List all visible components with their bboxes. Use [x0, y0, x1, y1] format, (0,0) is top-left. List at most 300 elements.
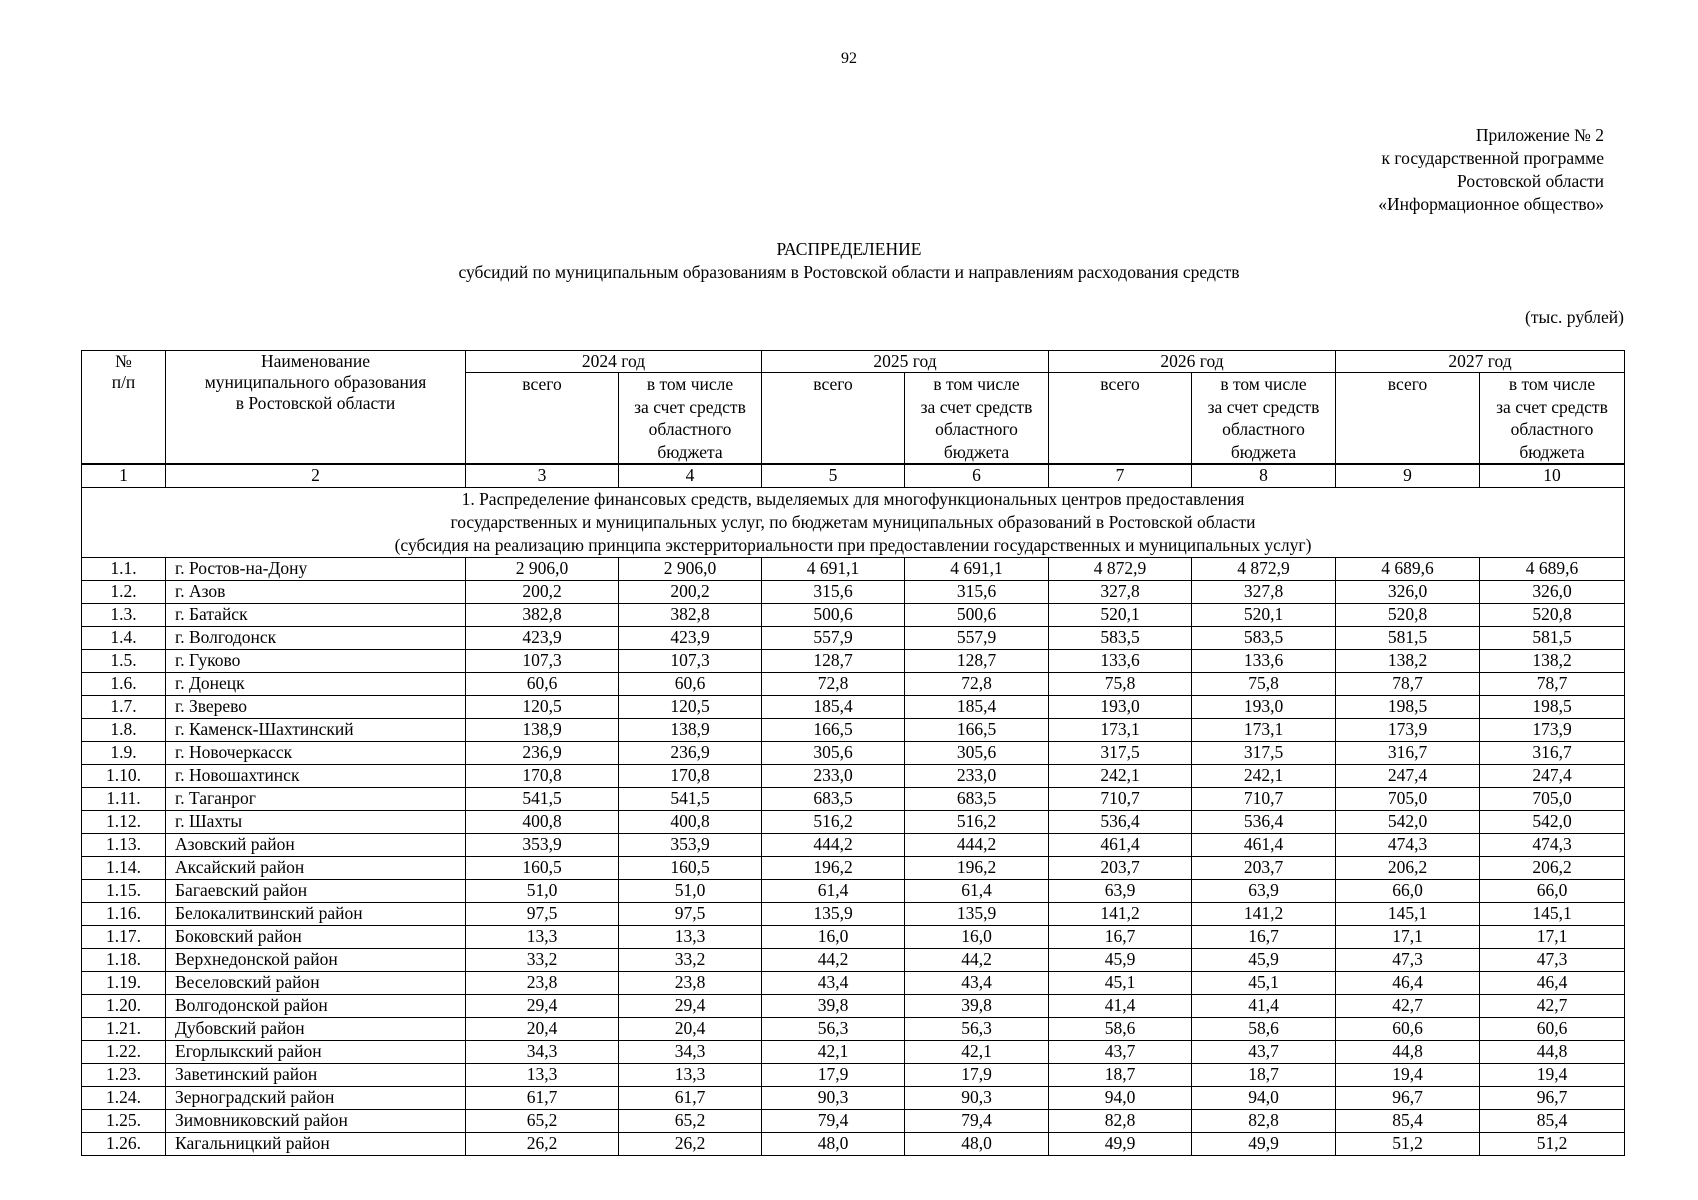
value-cell: 34,3 — [619, 1041, 762, 1064]
value-cell: 13,3 — [466, 1064, 619, 1087]
value-cell: 63,9 — [1049, 880, 1192, 903]
value-cell: 43,4 — [905, 972, 1049, 995]
row-number: 1.19. — [82, 972, 166, 995]
row-number: 1.18. — [82, 949, 166, 972]
row-number: 1.22. — [82, 1041, 166, 1064]
column-number: 2 — [166, 464, 466, 488]
value-cell: 193,0 — [1049, 696, 1192, 719]
table-row — [82, 765, 1625, 788]
value-cell: 536,4 — [1192, 811, 1336, 834]
row-number: 1.7. — [82, 696, 166, 719]
value-cell: 200,2 — [466, 581, 619, 604]
value-cell: 26,2 — [619, 1133, 762, 1156]
value-cell: 79,4 — [762, 1110, 905, 1133]
value-cell: 17,1 — [1480, 926, 1625, 949]
table-row — [82, 903, 1625, 926]
section-row — [82, 488, 1625, 558]
value-cell: 193,0 — [1192, 696, 1336, 719]
table-row — [82, 1041, 1625, 1064]
row-number: 1.24. — [82, 1087, 166, 1110]
value-cell: 65,2 — [466, 1110, 619, 1133]
column-number: 10 — [1480, 464, 1625, 488]
value-cell: 327,8 — [1192, 581, 1336, 604]
value-cell: 48,0 — [905, 1133, 1049, 1156]
value-cell: 247,4 — [1336, 765, 1480, 788]
header-incl-line: в том числе — [1220, 374, 1307, 394]
value-cell: 353,9 — [466, 834, 619, 857]
value-cell: 97,5 — [619, 903, 762, 926]
column-number: 6 — [905, 464, 1049, 488]
municipality-name: г. Шахты — [166, 811, 466, 834]
header-incl-regional — [1192, 373, 1336, 465]
table-row — [82, 1018, 1625, 1041]
column-number: 7 — [1049, 464, 1192, 488]
value-cell: 19,4 — [1336, 1064, 1480, 1087]
column-number: 9 — [1336, 464, 1480, 488]
row-number: 1.8. — [82, 719, 166, 742]
value-cell: 203,7 — [1192, 857, 1336, 880]
header-incl-line: областного — [1222, 419, 1305, 439]
municipality-name: г. Новошахтинск — [166, 765, 466, 788]
value-cell: 46,4 — [1336, 972, 1480, 995]
row-number: 1.21. — [82, 1018, 166, 1041]
value-cell: 305,6 — [762, 742, 905, 765]
row-number: 1.25. — [82, 1110, 166, 1133]
value-cell: 444,2 — [905, 834, 1049, 857]
table-row — [82, 604, 1625, 627]
value-cell: 82,8 — [1049, 1110, 1192, 1133]
value-cell: 400,8 — [466, 811, 619, 834]
value-cell: 236,9 — [619, 742, 762, 765]
row-number: 1.11. — [82, 788, 166, 811]
value-cell: 2 906,0 — [466, 558, 619, 581]
value-cell: 33,2 — [619, 949, 762, 972]
value-cell: 583,5 — [1049, 627, 1192, 650]
value-cell: 138,9 — [619, 719, 762, 742]
row-number: 1.14. — [82, 857, 166, 880]
value-cell: 39,8 — [905, 995, 1049, 1018]
subsidy-table — [81, 350, 1625, 1156]
value-cell: 133,6 — [1192, 650, 1336, 673]
row-number: 1.15. — [82, 880, 166, 903]
value-cell: 520,8 — [1480, 604, 1625, 627]
value-cell: 61,4 — [762, 880, 905, 903]
value-cell: 51,0 — [466, 880, 619, 903]
appendix-line: к государственной программе — [1381, 148, 1604, 168]
table-row — [82, 880, 1625, 903]
row-number: 1.20. — [82, 995, 166, 1018]
column-number-row — [82, 464, 1625, 488]
value-cell: 160,5 — [619, 857, 762, 880]
municipality-name: г. Зверево — [166, 696, 466, 719]
value-cell: 141,2 — [1192, 903, 1336, 926]
value-cell: 78,7 — [1480, 673, 1625, 696]
header-incl-line: бюджета — [943, 441, 1010, 462]
column-number: 4 — [619, 464, 762, 488]
municipality-name: г. Батайск — [166, 604, 466, 627]
value-cell: 58,6 — [1192, 1018, 1336, 1041]
value-cell: 16,0 — [905, 926, 1049, 949]
header-incl-line: за счет средств — [634, 396, 746, 417]
value-cell: 242,1 — [1192, 765, 1336, 788]
municipality-name: Белокалитвинский район — [166, 903, 466, 926]
value-cell: 97,5 — [466, 903, 619, 926]
value-cell: 43,7 — [1192, 1041, 1336, 1064]
value-cell: 58,6 — [1049, 1018, 1192, 1041]
value-cell: 66,0 — [1480, 880, 1625, 903]
header-incl-line: областного — [935, 419, 1018, 439]
value-cell: 423,9 — [466, 627, 619, 650]
value-cell: 49,9 — [1192, 1133, 1336, 1156]
value-cell: 44,2 — [905, 949, 1049, 972]
header-incl-regional — [1480, 373, 1625, 465]
municipality-name: Азовский район — [166, 834, 466, 857]
value-cell: 170,8 — [466, 765, 619, 788]
value-cell: 242,1 — [1049, 765, 1192, 788]
value-cell: 145,1 — [1480, 903, 1625, 926]
section-title — [82, 488, 1625, 558]
value-cell: 20,4 — [619, 1018, 762, 1041]
municipality-name: Веселовский район — [166, 972, 466, 995]
value-cell: 33,2 — [466, 949, 619, 972]
value-cell: 51,2 — [1336, 1133, 1480, 1156]
value-cell: 96,7 — [1336, 1087, 1480, 1110]
value-cell: 39,8 — [762, 995, 905, 1018]
value-cell: 315,6 — [905, 581, 1049, 604]
value-cell: 41,4 — [1049, 995, 1192, 1018]
value-cell: 72,8 — [762, 673, 905, 696]
value-cell: 19,4 — [1480, 1064, 1625, 1087]
column-number: 1 — [82, 464, 166, 488]
value-cell: 536,4 — [1049, 811, 1192, 834]
column-number: 5 — [762, 464, 905, 488]
value-cell: 17,9 — [762, 1064, 905, 1087]
value-cell: 461,4 — [1049, 834, 1192, 857]
appendix-line: «Информационное общество» — [1378, 194, 1604, 214]
value-cell: 474,3 — [1480, 834, 1625, 857]
value-cell: 61,7 — [619, 1087, 762, 1110]
value-cell: 16,7 — [1192, 926, 1336, 949]
value-cell: 90,3 — [762, 1087, 905, 1110]
value-cell: 166,5 — [762, 719, 905, 742]
header-incl-line: за счет средств — [1207, 396, 1320, 417]
header-incl-line: за счет средств — [1496, 396, 1608, 417]
value-cell: 56,3 — [762, 1018, 905, 1041]
value-cell: 520,8 — [1336, 604, 1480, 627]
value-cell: 198,5 — [1336, 696, 1480, 719]
value-cell: 4 689,6 — [1336, 558, 1480, 581]
value-cell: 60,6 — [1336, 1018, 1480, 1041]
value-cell: 581,5 — [1336, 627, 1480, 650]
municipality-name: Зимовниковский район — [166, 1110, 466, 1133]
table-row — [82, 1133, 1625, 1156]
value-cell: 138,2 — [1336, 650, 1480, 673]
value-cell: 60,6 — [619, 673, 762, 696]
municipality-name: Боковский район — [166, 926, 466, 949]
row-number: 1.17. — [82, 926, 166, 949]
table-row — [82, 696, 1625, 719]
value-cell: 82,8 — [1192, 1110, 1336, 1133]
municipality-name: г. Гуково — [166, 650, 466, 673]
value-cell: 196,2 — [905, 857, 1049, 880]
section-title-line: государственных и муниципальных услуг, по бюджетам муниципальных образований в Ростовской области — [450, 512, 1256, 532]
section-title-line: 1. Распределение финансовых средств, выделяемых для многофункциональных центров предоставления — [461, 489, 1245, 509]
column-number: 8 — [1192, 464, 1336, 488]
value-cell: 13,3 — [619, 1064, 762, 1087]
value-cell: 520,1 — [1192, 604, 1336, 627]
value-cell: 45,1 — [1049, 972, 1192, 995]
row-number: 1.6. — [82, 673, 166, 696]
value-cell: 138,9 — [466, 719, 619, 742]
value-cell: 45,9 — [1192, 949, 1336, 972]
value-cell: 18,7 — [1049, 1064, 1192, 1087]
value-cell: 542,0 — [1336, 811, 1480, 834]
value-cell: 18,7 — [1192, 1064, 1336, 1087]
header-total: всего — [1049, 373, 1192, 465]
municipality-name: г. Каменск-Шахтинский — [166, 719, 466, 742]
value-cell: 61,4 — [905, 880, 1049, 903]
value-cell: 42,7 — [1336, 995, 1480, 1018]
row-number: 1.2. — [82, 581, 166, 604]
value-cell: 79,4 — [905, 1110, 1049, 1133]
table-row — [82, 972, 1625, 995]
value-cell: 542,0 — [1480, 811, 1625, 834]
municipality-name: Верхнедонской район — [166, 949, 466, 972]
value-cell: 23,8 — [466, 972, 619, 995]
value-cell: 316,7 — [1336, 742, 1480, 765]
municipality-name: г. Таганрог — [166, 788, 466, 811]
value-cell: 541,5 — [466, 788, 619, 811]
municipality-name: Багаевский район — [166, 880, 466, 903]
header-total: всего — [1336, 373, 1480, 465]
value-cell: 94,0 — [1049, 1087, 1192, 1110]
document-title — [0, 238, 1698, 284]
header-total: всего — [762, 373, 905, 465]
value-cell: 44,2 — [762, 949, 905, 972]
title-subtitle: субсидий по муниципальным образованиям в Ростовской области и направлениям расходования средств — [458, 262, 1240, 282]
value-cell: 107,3 — [466, 650, 619, 673]
municipality-name: г. Волгодонск — [166, 627, 466, 650]
value-cell: 78,7 — [1336, 673, 1480, 696]
value-cell: 683,5 — [762, 788, 905, 811]
value-cell: 16,7 — [1049, 926, 1192, 949]
value-cell: 44,8 — [1336, 1041, 1480, 1064]
header-name — [166, 351, 466, 465]
value-cell: 85,4 — [1336, 1110, 1480, 1133]
value-cell: 683,5 — [905, 788, 1049, 811]
value-cell: 20,4 — [466, 1018, 619, 1041]
value-cell: 316,7 — [1480, 742, 1625, 765]
header-incl-line: бюджета — [1519, 441, 1585, 462]
row-number: 1.13. — [82, 834, 166, 857]
table-row — [82, 1087, 1625, 1110]
value-cell: 47,3 — [1480, 949, 1625, 972]
row-number: 1.16. — [82, 903, 166, 926]
value-cell: 85,4 — [1480, 1110, 1625, 1133]
value-cell: 128,7 — [905, 650, 1049, 673]
value-cell: 461,4 — [1192, 834, 1336, 857]
municipality-name: г. Ростов-на-Дону — [166, 558, 466, 581]
value-cell: 173,9 — [1480, 719, 1625, 742]
table-row — [82, 650, 1625, 673]
units-label: (тыс. рублей) — [1525, 307, 1624, 327]
header-year: 2025 год — [762, 351, 1049, 373]
table-row — [82, 926, 1625, 949]
header-name-line: Наименование — [260, 351, 371, 371]
section-title-line: (субсидия на реализацию принципа экстерриториальности при предоставлении государственных и муниципальных услуг) — [394, 535, 1312, 555]
value-cell: 138,2 — [1480, 650, 1625, 673]
table-row — [82, 949, 1625, 972]
value-cell: 43,7 — [1049, 1041, 1192, 1064]
municipality-name: г. Донецк — [166, 673, 466, 696]
value-cell: 317,5 — [1192, 742, 1336, 765]
value-cell: 41,4 — [1192, 995, 1336, 1018]
row-number: 1.23. — [82, 1064, 166, 1087]
value-cell: 705,0 — [1480, 788, 1625, 811]
value-cell: 233,0 — [905, 765, 1049, 788]
value-cell: 60,6 — [1480, 1018, 1625, 1041]
value-cell: 400,8 — [619, 811, 762, 834]
value-cell: 541,5 — [619, 788, 762, 811]
municipality-name: Дубовский район — [166, 1018, 466, 1041]
table-row — [82, 834, 1625, 857]
value-cell: 185,4 — [762, 696, 905, 719]
value-cell: 42,7 — [1480, 995, 1625, 1018]
municipality-name: Кагальницкий район — [166, 1133, 466, 1156]
municipality-name: Заветинский район — [166, 1064, 466, 1087]
header-incl-line: областного — [648, 419, 732, 439]
value-cell: 51,0 — [619, 880, 762, 903]
value-cell: 305,6 — [905, 742, 1049, 765]
value-cell: 43,4 — [762, 972, 905, 995]
value-cell: 173,9 — [1336, 719, 1480, 742]
table-row — [82, 581, 1625, 604]
value-cell: 56,3 — [905, 1018, 1049, 1041]
value-cell: 247,4 — [1480, 765, 1625, 788]
header-incl-line: бюджета — [1230, 441, 1297, 462]
appendix-block — [1378, 124, 1604, 216]
table-row — [82, 673, 1625, 696]
value-cell: 44,8 — [1480, 1041, 1625, 1064]
value-cell: 90,3 — [905, 1087, 1049, 1110]
header-year: 2026 год — [1049, 351, 1336, 373]
municipality-name: Аксайский район — [166, 857, 466, 880]
page-number: 92 — [841, 50, 857, 67]
value-cell: 500,6 — [762, 604, 905, 627]
value-cell: 51,2 — [1480, 1133, 1625, 1156]
value-cell: 65,2 — [619, 1110, 762, 1133]
value-cell: 170,8 — [619, 765, 762, 788]
value-cell: 206,2 — [1480, 857, 1625, 880]
value-cell: 34,3 — [466, 1041, 619, 1064]
header-incl-line: в том числе — [933, 374, 1020, 394]
value-cell: 96,7 — [1480, 1087, 1625, 1110]
value-cell: 185,4 — [905, 696, 1049, 719]
header-year: 2024 год — [466, 351, 762, 373]
row-number: 1.12. — [82, 811, 166, 834]
header-incl-line: в том числе — [1508, 374, 1596, 394]
value-cell: 557,9 — [905, 627, 1049, 650]
value-cell: 4 872,9 — [1192, 558, 1336, 581]
value-cell: 128,7 — [762, 650, 905, 673]
value-cell: 2 906,0 — [619, 558, 762, 581]
value-cell: 516,2 — [905, 811, 1049, 834]
row-number: 1.4. — [82, 627, 166, 650]
row-number: 1.9. — [82, 742, 166, 765]
header-incl-line: областного — [1510, 419, 1594, 439]
municipality-name: г. Азов — [166, 581, 466, 604]
header-name-line: в Ростовской области — [235, 393, 396, 413]
table-row — [82, 719, 1625, 742]
value-cell: 520,1 — [1049, 604, 1192, 627]
title-main: РАСПРЕДЕЛЕНИЕ — [776, 239, 922, 259]
value-cell: 120,5 — [466, 696, 619, 719]
municipality-name: Зерноградский район — [166, 1087, 466, 1110]
value-cell: 45,9 — [1049, 949, 1192, 972]
value-cell: 13,3 — [619, 926, 762, 949]
value-cell: 4 872,9 — [1049, 558, 1192, 581]
value-cell: 133,6 — [1049, 650, 1192, 673]
value-cell: 63,9 — [1192, 880, 1336, 903]
row-number: 1.1. — [82, 558, 166, 581]
value-cell: 326,0 — [1336, 581, 1480, 604]
value-cell: 61,7 — [466, 1087, 619, 1110]
value-cell: 423,9 — [619, 627, 762, 650]
value-cell: 317,5 — [1049, 742, 1192, 765]
value-cell: 135,9 — [762, 903, 905, 926]
value-cell: 444,2 — [762, 834, 905, 857]
header-name-line: муниципального образования — [204, 372, 427, 392]
value-cell: 145,1 — [1336, 903, 1480, 926]
value-cell: 160,5 — [466, 857, 619, 880]
municipality-name: Егорлыкский район — [166, 1041, 466, 1064]
value-cell: 42,1 — [905, 1041, 1049, 1064]
header-incl-regional — [905, 373, 1049, 465]
value-cell: 42,1 — [762, 1041, 905, 1064]
table-row — [82, 742, 1625, 765]
row-number: 1.5. — [82, 650, 166, 673]
value-cell: 233,0 — [762, 765, 905, 788]
value-cell: 710,7 — [1192, 788, 1336, 811]
value-cell: 120,5 — [619, 696, 762, 719]
value-cell: 4 691,1 — [905, 558, 1049, 581]
value-cell: 173,1 — [1049, 719, 1192, 742]
value-cell: 45,1 — [1192, 972, 1336, 995]
value-cell: 200,2 — [619, 581, 762, 604]
table-row — [82, 995, 1625, 1018]
value-cell: 581,5 — [1480, 627, 1625, 650]
value-cell: 166,5 — [905, 719, 1049, 742]
appendix-line: Приложение № 2 — [1475, 125, 1604, 145]
value-cell: 13,3 — [466, 926, 619, 949]
header-incl-line: бюджета — [657, 441, 723, 462]
value-cell: 94,0 — [1192, 1087, 1336, 1110]
value-cell: 236,9 — [466, 742, 619, 765]
header-num-line: п/п — [111, 372, 136, 392]
value-cell: 16,0 — [762, 926, 905, 949]
value-cell: 75,8 — [1049, 673, 1192, 696]
table-row — [82, 811, 1625, 834]
value-cell: 4 691,1 — [762, 558, 905, 581]
value-cell: 4 689,6 — [1480, 558, 1625, 581]
value-cell: 29,4 — [466, 995, 619, 1018]
value-cell: 353,9 — [619, 834, 762, 857]
value-cell: 60,6 — [466, 673, 619, 696]
value-cell: 198,5 — [1480, 696, 1625, 719]
value-cell: 326,0 — [1480, 581, 1625, 604]
value-cell: 46,4 — [1480, 972, 1625, 995]
value-cell: 382,8 — [466, 604, 619, 627]
